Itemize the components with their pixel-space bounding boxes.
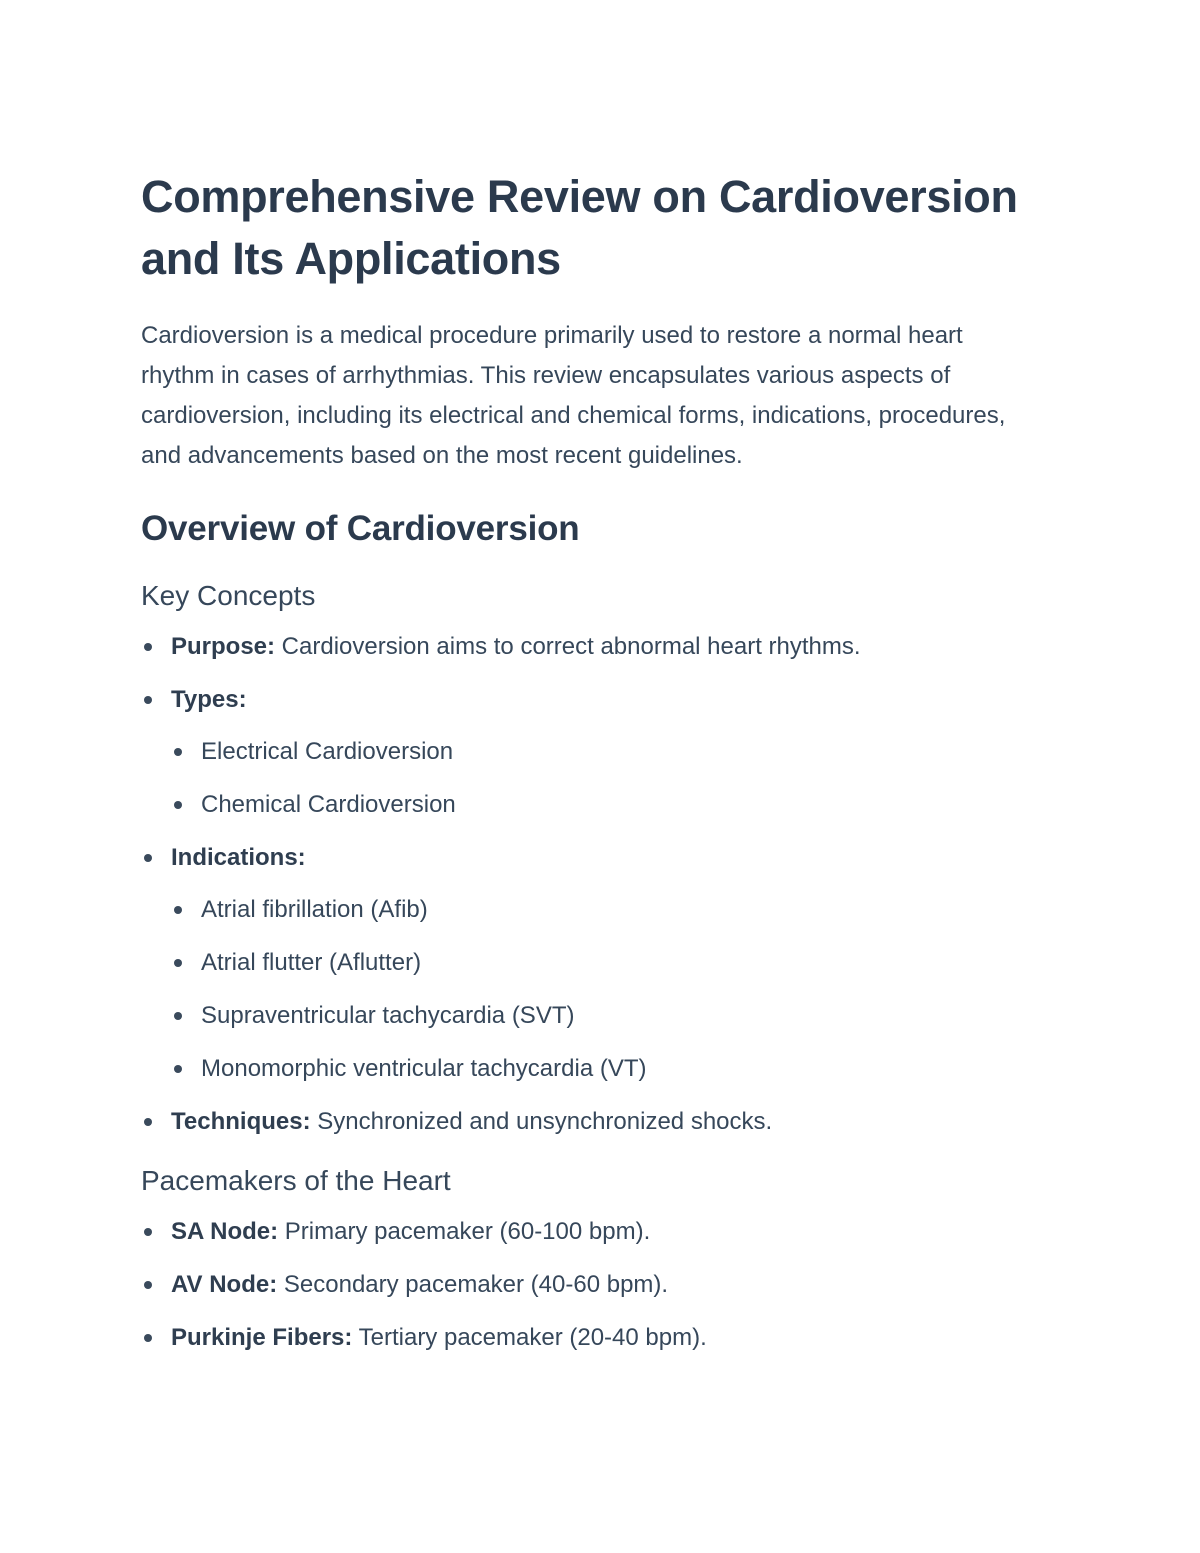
subheading-key-concepts: Key Concepts	[141, 580, 316, 611]
list-item: Atrial fibrillation (Afib)	[171, 893, 1030, 927]
list-item: Electrical Cardioversion	[171, 735, 1030, 769]
item-label: AV Node:	[171, 1271, 278, 1298]
item-label: Indications:	[171, 844, 306, 871]
types-sublist	[171, 735, 1030, 822]
indications-sublist	[171, 893, 1030, 1086]
intro-paragraph: Cardioversion is a medical procedure primarily used to restore a normal heart rhythm in cases of arrhythmias. This review encapsulates various aspects of cardioversion, including its electrical and chemical forms, indications, procedures, and advancements based on the most recent guidelines.	[141, 322, 1006, 469]
item-label: SA Node:	[171, 1218, 279, 1245]
list-item: Atrial flutter (Aflutter)	[171, 946, 1030, 980]
item-text: Cardioversion aims to correct abnormal heart rhythms.	[275, 633, 861, 660]
item-text: Tertiary pacemaker (20-40 bpm).	[352, 1324, 707, 1351]
item-label: Purpose:	[171, 633, 276, 660]
list-item-av-node	[141, 1268, 1030, 1302]
item-label: Purkinje Fibers:	[171, 1324, 353, 1351]
item-label: Types:	[171, 686, 247, 713]
subheading-pacemakers: Pacemakers of the Heart	[141, 1165, 451, 1196]
list-item: Supraventricular tachycardia (SVT)	[171, 999, 1030, 1033]
item-text: Primary pacemaker (60-100 bpm).	[278, 1218, 651, 1245]
pacemakers-list	[141, 1215, 1030, 1355]
section-heading-overview: Overview of Cardioversion	[141, 509, 580, 548]
document-title: Comprehensive Review on Cardioversion and Its Applications	[141, 171, 1018, 284]
item-label: Techniques:	[171, 1108, 311, 1135]
list-item-sa-node	[141, 1215, 1030, 1249]
list-item: Chemical Cardioversion	[171, 788, 1030, 822]
list-item-purpose	[141, 630, 1030, 664]
key-concepts-list	[141, 630, 1030, 1139]
list-item-types	[141, 683, 1030, 822]
item-text: Synchronized and unsynchronized shocks.	[310, 1108, 773, 1135]
list-item-techniques	[141, 1105, 1030, 1139]
item-text: Secondary pacemaker (40-60 bpm).	[277, 1271, 669, 1298]
list-item: Monomorphic ventricular tachycardia (VT)	[171, 1052, 1030, 1086]
list-item-purkinje-fibers	[141, 1321, 1030, 1355]
list-item-indications	[141, 841, 1030, 1086]
